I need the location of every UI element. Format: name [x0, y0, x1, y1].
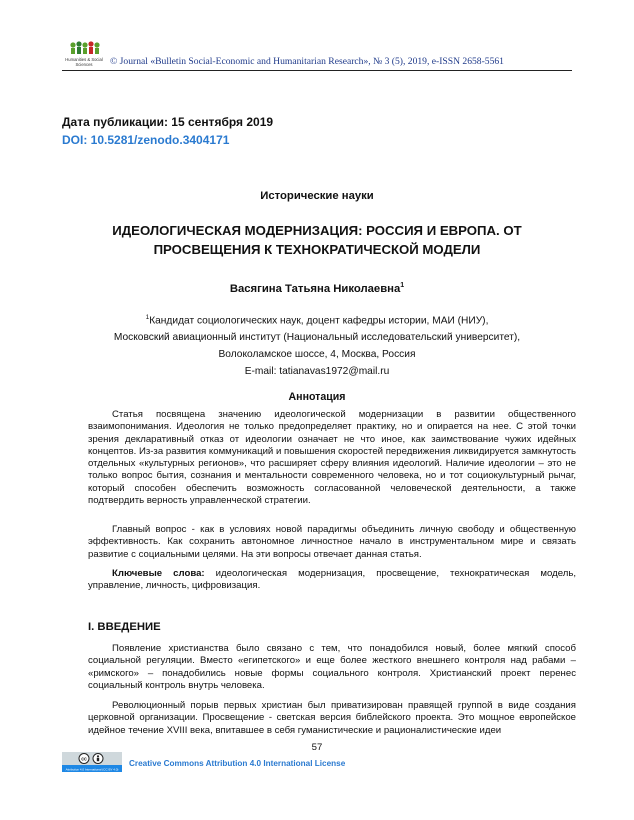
publication-date: Дата публикации: 15 сентября 2019 [62, 115, 274, 129]
svg-text:Humanities & Social: Humanities & Social [65, 57, 103, 62]
author-footnote-marker: 1 [400, 282, 405, 289]
license-link[interactable]: Creative Commons Attribution 4.0 International License [129, 759, 346, 768]
body-paragraph-1 [88, 643, 576, 692]
affiliation-line-2: Московский авиационный институт (Национальный исследовательский университет), [113, 332, 521, 344]
affiliation-text-1: Кандидат социологических наук, доцент кафедры истории, МАИ (НИУ), [149, 315, 489, 327]
keywords-label: Ключевые слова: [112, 568, 205, 579]
body-text-1: Появление христианства было связано с тем, что понадобился новый, более мягкий способ социальной регуляции. Вместо «египетского» и еще более жесткого внешнего контроля над рабами – «римского» – понадобились новые формы социального контроля. Христианский проект перенес социальный контроль внутрь человека. [88, 643, 576, 691]
introduction-heading: I. ВВЕДЕНИЕ [88, 621, 161, 633]
author-name-text: Васягина Татьяна Николаевна [229, 282, 401, 295]
article-title [62, 221, 572, 259]
affiliation-line-1 [62, 310, 572, 330]
svg-text:cc: cc [81, 756, 87, 763]
author-email[interactable]: E-mail: tatianavas1972@mail.ru [244, 365, 390, 377]
author-name [62, 282, 572, 295]
author-affiliation [62, 310, 572, 381]
abstract-text-1: Статья посвящена значению идеологической модернизации в развитии общественного взаимопонимания. Идеология не только предопределяет практику, но и опирается на нее. С этой точки зрения декларативный отказ от идеологии означает не что иное, как заимствование чужих идейных концептов. Из-за развития коммуникаций и повышения скоростей передвижения ликвидируется замкнутость отдельных «культурных регионов», что расширяет сферу влияния идеологий. Наличие идеологии – это не только вопрос бытия, сознания и ментальности современного человека, но и тот социокультурный рычаг, который способен обеспечить возможность согласованной человеческой деятельности, а также подтвердить верность управленческой стратегии. [88, 409, 576, 507]
body-text-2: Революционный порыв первых христиан был приватизирован правящей группой в виде создания церковной организации. Просвещение - светская версия библейского проекта. Это мощное европейское идейное течение XVIII века, впитавшее в себя гуманистические и рационалистические идеи [88, 700, 576, 736]
body-paragraph-2 [88, 700, 576, 737]
cc-badge-caption: Attribution 4.0 International (CC BY 4.0) [65, 767, 119, 772]
affiliation-line-3: Волоколамское шоссе, 4, Москва, Россия [218, 348, 416, 360]
title-line-2: ПРОСВЕЩЕНИЯ К ТЕХНОКРАТИЧЕСКОЙ МОДЕЛИ [153, 242, 481, 257]
abstract-paragraph-2 [88, 524, 576, 561]
section-heading: Исторические науки [260, 190, 374, 202]
annotation-heading: Аннотация [288, 391, 346, 403]
people-icon [70, 41, 99, 54]
cc-icon [79, 754, 89, 764]
keywords [88, 568, 576, 593]
svg-text:Sciences: Sciences [75, 62, 93, 67]
cc-license-badge[interactable] [62, 752, 122, 772]
keywords-text: идеологическая модернизация, просвещение, технократическая модель, управление, личность, цифровизация. [88, 568, 576, 592]
journal-citation: © Journal «Bulletin Social-Economic and Humanitarian Research», № 3 (5), 2019, e-ISSN 2658-5561 [110, 56, 504, 67]
journal-logo [62, 40, 106, 70]
header-divider [62, 70, 572, 71]
attribution-icon [93, 754, 103, 764]
doi-link[interactable]: DOI: 10.5281/zenodo.3404171 [62, 133, 230, 147]
page-number: 57 [311, 742, 323, 753]
abstract-text-2: Главный вопрос - как в условиях новой парадигмы объединить личную свободу и общественную эффективность. Как сохранить автономное личностное начало в инструментальном мире и связать развитие с социальными целями. На эти вопросы отвечает данная статья. [88, 524, 576, 560]
title-line-1: ИДЕОЛОГИЧЕСКАЯ МОДЕРНИЗАЦИЯ: РОССИЯ И ЕВРОПА. ОТ [112, 223, 522, 238]
affiliation-marker: 1 [145, 314, 150, 321]
abstract-paragraph-1 [88, 409, 576, 507]
